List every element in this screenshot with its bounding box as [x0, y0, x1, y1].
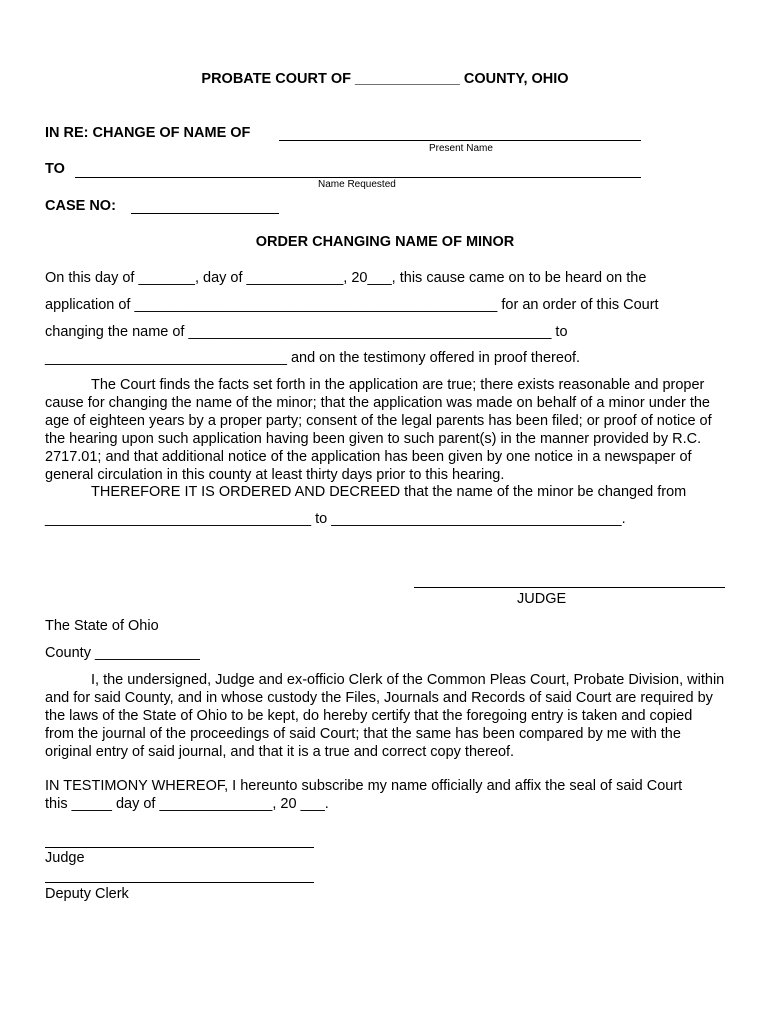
order-title: ORDER CHANGING NAME OF MINOR	[255, 234, 515, 250]
judge-signature-line[interactable]	[414, 587, 725, 588]
in-re-label: IN RE: CHANGE OF NAME OF	[45, 125, 251, 141]
court-title: PROBATE COURT OF _____________ COUNTY, OHIO	[201, 71, 569, 87]
deputy-clerk-signature-line[interactable]	[45, 882, 314, 883]
certification-paragraph	[45, 671, 725, 761]
decree-text: THEREFORE IT IS ORDERED AND DECREED that the name of the minor be changed from	[91, 484, 687, 500]
case-no-label: CASE NO:	[45, 198, 116, 214]
testimony-line-1: IN TESTIMONY WHEREOF, I hereunto subscribe my name officially and affix the seal of said Court	[45, 778, 683, 794]
judge-certify-signature-line[interactable]	[45, 847, 314, 848]
order-line-4: ______________________________ and on the testimony offered in proof thereof.	[45, 350, 581, 366]
to-label: TO	[45, 161, 65, 177]
judge-certify-label: Judge	[45, 850, 85, 866]
state-label: The State of Ohio	[45, 618, 159, 634]
name-requested-field[interactable]	[75, 177, 641, 178]
order-line-3: changing the name of _____________________________________________ to	[45, 324, 568, 340]
present-name-field[interactable]	[279, 140, 641, 141]
judge-label: JUDGE	[517, 591, 567, 607]
name-change-line: _________________________________ to ____________________________________.	[45, 511, 626, 527]
case-no-field[interactable]	[131, 213, 279, 214]
certification-text: I, the undersigned, Judge and ex-officio Clerk of the Common Pleas Court, Probate Division, within and for said County, and in whose custody the Files, Journals and Records of said Court are required by the laws of the State of Ohio to be kept, do hereby certify that the foregoing entry is taken and copied from the journal of the proceedings of said Court; that the same has been compared by me with the original entry of said journal, and that it is a true and correct copy thereof.	[45, 672, 725, 760]
county-label: County _____________	[45, 645, 200, 661]
testimony-line-2: this _____ day of ______________, 20 ___.	[45, 796, 329, 812]
findings-text: The Court finds the facts set forth in the application are true; there exists reasonable and proper cause for changing the name of the minor; that the application was made on behalf of a minor under the age of eighteen years by a proper party; consent of the legal parents has been filed; or proof of notice of the hearing upon such application having been given to such parent(s) in the manner provided by R.C. 2717.01; and that additional notice of the application has been given by one notice in a newspaper of general circulation in this county at least thirty days prior to this hearing.	[45, 377, 712, 483]
order-line-1: On this day of _______, day of ____________, 20___, this cause came on to be heard on the	[45, 270, 647, 286]
present-name-caption: Present Name	[429, 143, 493, 154]
deputy-clerk-label: Deputy Clerk	[45, 886, 129, 902]
findings-paragraph	[45, 376, 725, 484]
name-requested-caption: Name Requested	[318, 179, 396, 190]
order-line-2: application of _____________________________________________ for an order of this Court	[45, 297, 659, 313]
